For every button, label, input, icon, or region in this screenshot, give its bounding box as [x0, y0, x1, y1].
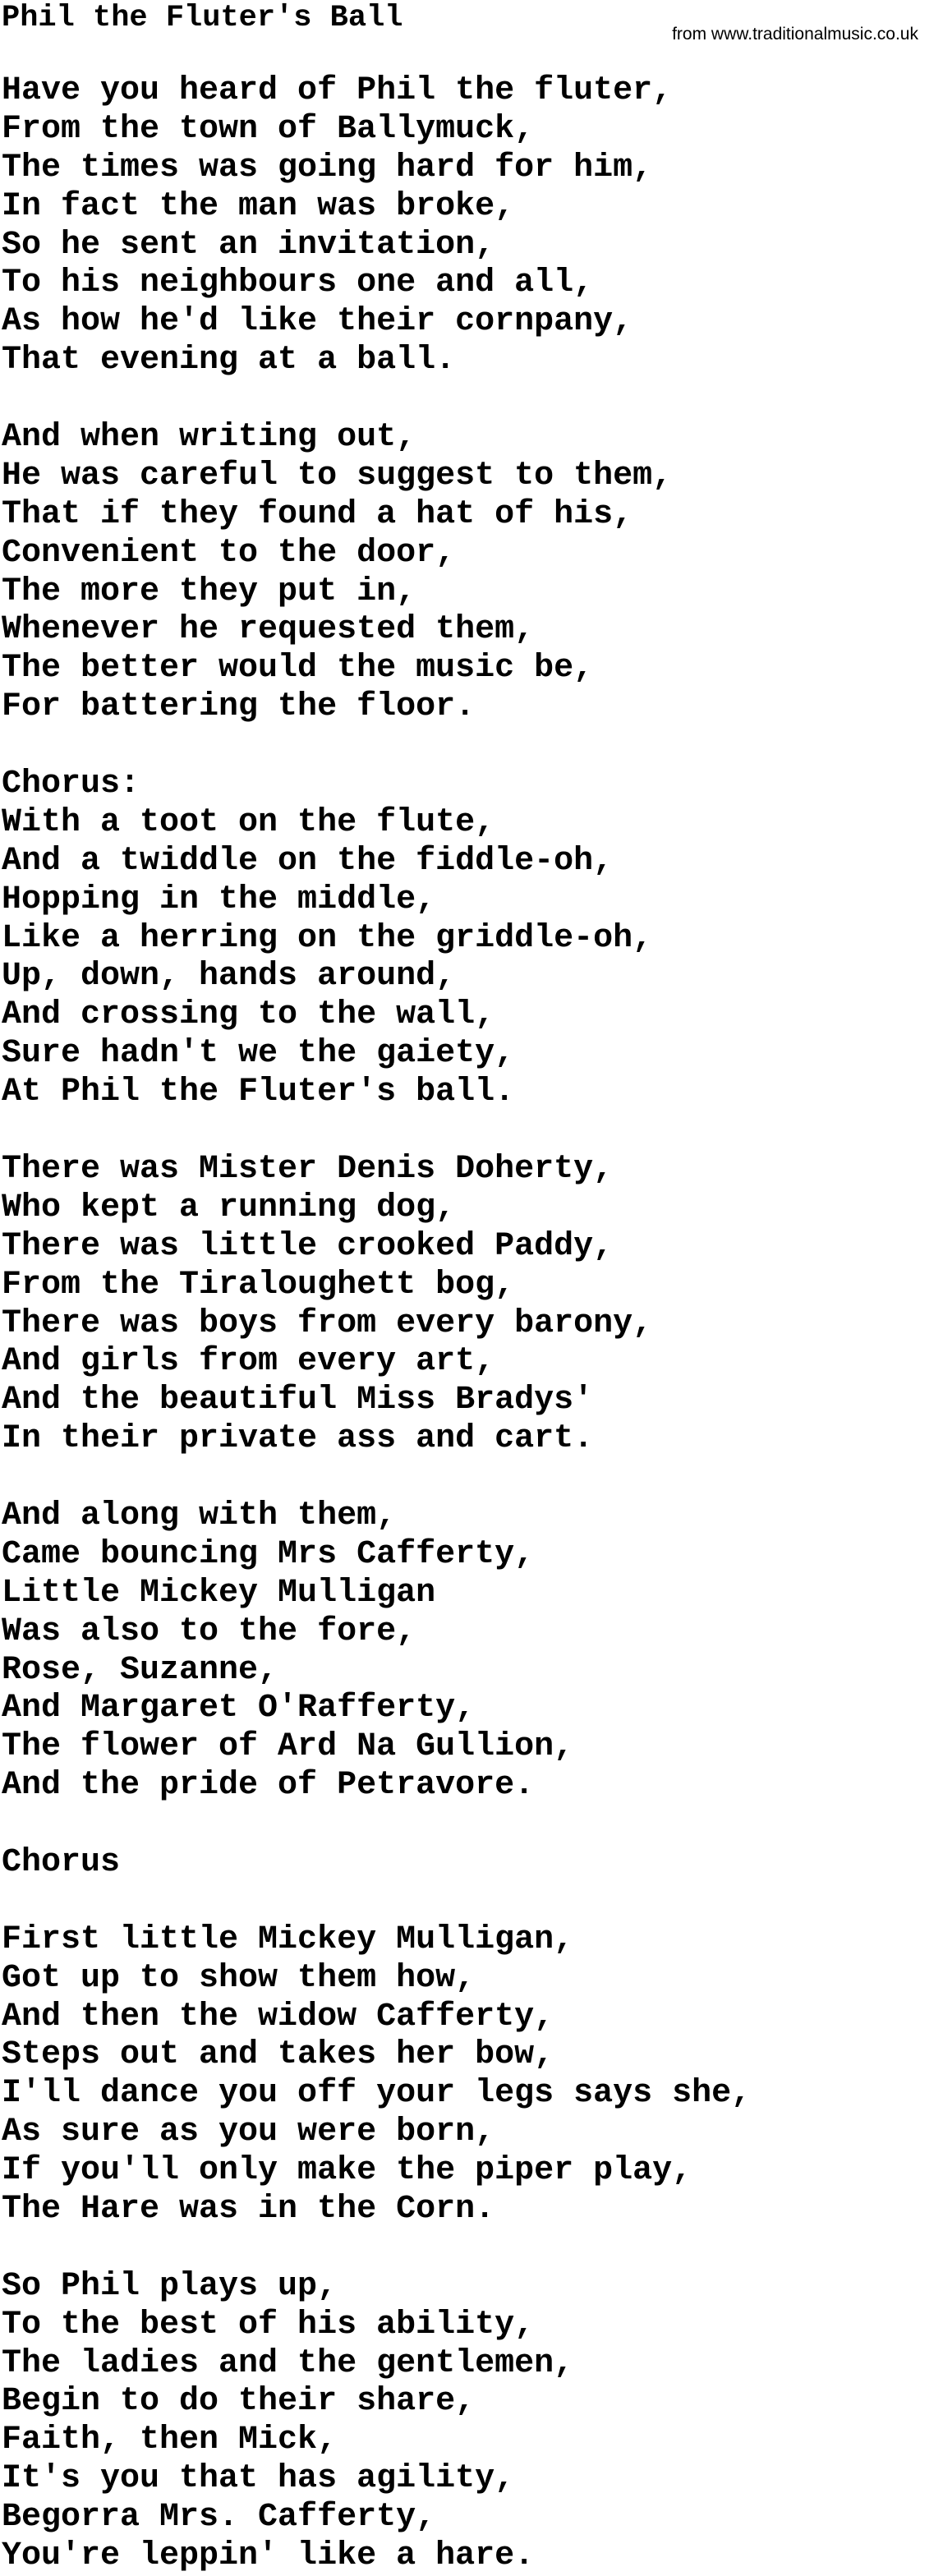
lyric-line: It's you that has agility, — [2, 2460, 515, 2498]
lyric-line: Have you heard of Phil the fluter, — [2, 72, 673, 109]
lyric-line: In fact the man was broke, — [2, 187, 515, 225]
lyric-line: The times was going hard for him, — [2, 149, 653, 186]
lyric-line: First little Mickey Mulligan, — [2, 1920, 574, 1958]
lyric-line: Sure hadn't we the gaiety, — [2, 1035, 515, 1073]
lyric-line: There was Mister Denis Doherty, — [2, 1150, 614, 1188]
lyric-line: And the pride of Petravore. — [2, 1767, 535, 1805]
lyric-line — [2, 380, 751, 419]
lyric-line: And crossing to the wall, — [2, 996, 495, 1034]
song-title: Phil the Fluter's Ball — [2, 1, 403, 35]
lyric-line: That if they found a hat of his, — [2, 495, 633, 533]
lyric-line: Little Mickey Mulligan — [2, 1574, 436, 1612]
lyric-line: Up, down, hands around, — [2, 958, 456, 996]
lyric-line: From the town of Ballymuck, — [2, 110, 535, 148]
lyric-line: To the best of his ability, — [2, 2306, 535, 2344]
lyric-line: Whenever he requested them, — [2, 611, 535, 649]
lyric-line: Like a herring on the griddle-oh, — [2, 919, 653, 957]
lyrics-body — [2, 72, 751, 2576]
lyric-line: As sure as you were born, — [2, 2114, 495, 2151]
lyric-line — [2, 1806, 751, 1844]
lyric-line: And then the widow Cafferty, — [2, 1998, 554, 2036]
lyric-line: And along with them, — [2, 1497, 397, 1534]
lyric-line: Begin to do their share, — [2, 2383, 476, 2421]
lyric-line: Came bouncing Mrs Cafferty, — [2, 1535, 535, 1573]
lyric-line: There was boys from every barony, — [2, 1304, 653, 1342]
lyric-line: In their private ass and cart. — [2, 1420, 594, 1458]
lyric-line: Was also to the fore, — [2, 1612, 416, 1650]
lyric-line: There was little crooked Paddy, — [2, 1227, 614, 1265]
lyric-line: Faith, then Mick, — [2, 2422, 338, 2459]
lyric-line: The more they put in, — [2, 573, 416, 610]
lyric-line: Rose, Suzanne, — [2, 1651, 278, 1689]
lyric-line: Hopping in the middle, — [2, 881, 436, 918]
lyric-line: And Margaret O'Rafferty, — [2, 1690, 476, 1727]
lyric-line: Convenient to the door, — [2, 534, 456, 572]
lyric-line — [2, 1883, 751, 1921]
lyric-line — [2, 727, 751, 766]
lyric-line: At Phil the Fluter's ball. — [2, 1074, 515, 1111]
lyric-line: Who kept a running dog, — [2, 1189, 456, 1226]
lyric-line: As how he'd like their cornpany, — [2, 303, 633, 341]
lyric-line: He was careful to suggest to them, — [2, 457, 673, 494]
lyric-line: Begorra Mrs. Cafferty, — [2, 2499, 436, 2537]
lyric-line: To his neighbours one and all, — [2, 264, 594, 302]
source-credit: from www.traditionalmusic.co.uk — [672, 25, 918, 44]
lyric-line: So he sent an invitation, — [2, 226, 495, 264]
lyric-line: If you'll only make the piper play, — [2, 2152, 692, 2190]
lyric-line: That evening at a ball. — [2, 342, 456, 380]
lyric-line: The Hare was in the Corn. — [2, 2190, 495, 2228]
lyric-line: From the Tiraloughett bog, — [2, 1266, 515, 1304]
lyric-line: The ladies and the gentlemen, — [2, 2344, 574, 2382]
lyric-line: With a toot on the flute, — [2, 803, 495, 841]
lyric-line: The better would the music be, — [2, 650, 594, 688]
lyric-line: And a twiddle on the fiddle-oh, — [2, 842, 614, 880]
lyric-line: The flower of Ard Na Gullion, — [2, 1728, 574, 1766]
lyric-line — [2, 1112, 751, 1151]
lyric-line: Chorus — [2, 1843, 121, 1881]
lyric-line: I'll dance you off your legs says she, — [2, 2075, 752, 2113]
lyric-line: For battering the floor. — [2, 688, 476, 726]
lyric-line — [2, 2229, 751, 2268]
lyric-line: And the beautiful Miss Bradys' — [2, 1382, 594, 1419]
lyric-line: Got up to show them how, — [2, 1959, 476, 1997]
lyric-line — [2, 1459, 751, 1497]
lyric-line: Chorus: — [2, 766, 140, 803]
lyric-line: And girls from every art, — [2, 1343, 495, 1381]
lyric-line: And when writing out, — [2, 419, 416, 457]
lyric-line: You're leppin' like a hare. — [2, 2537, 535, 2574]
lyric-line: Steps out and takes her bow, — [2, 2036, 554, 2074]
lyric-line: So Phil plays up, — [2, 2267, 338, 2305]
